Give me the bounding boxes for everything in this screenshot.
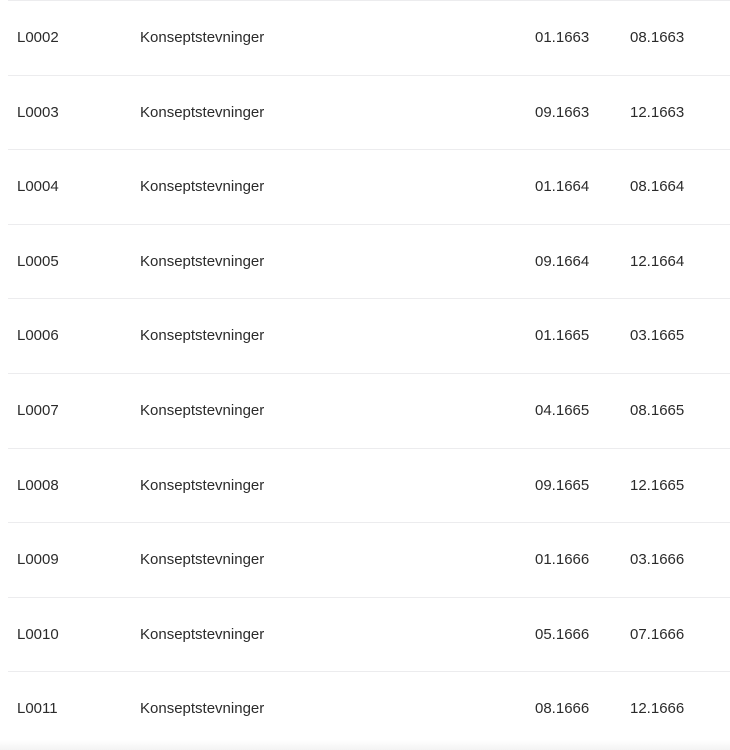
row-end-date: 08.1663 <box>630 29 685 46</box>
row-end-date: 08.1665 <box>630 401 685 419</box>
row-start-date: 08.1666 <box>535 700 590 718</box>
table-row[interactable] <box>8 0 730 75</box>
table-row[interactable] <box>8 75 730 150</box>
row-name: Konseptstevninger <box>140 700 265 718</box>
row-name: Konseptstevninger <box>140 327 265 345</box>
row-id: L0010 <box>17 625 59 643</box>
row-id: L0003 <box>17 103 59 121</box>
row-id: L0009 <box>17 551 59 569</box>
table-row[interactable] <box>8 522 730 597</box>
row-name: Konseptstevninger <box>140 29 265 46</box>
row-end-date: 03.1665 <box>630 327 685 345</box>
row-name: Konseptstevninger <box>140 178 265 196</box>
row-id: L0002 <box>17 29 59 46</box>
row-name: Konseptstevninger <box>140 476 265 494</box>
row-end-date: 12.1663 <box>630 103 685 121</box>
row-name: Konseptstevninger <box>140 551 265 569</box>
row-id: L0007 <box>17 401 59 419</box>
row-start-date: 01.1666 <box>535 551 590 569</box>
row-id: L0005 <box>17 252 59 270</box>
row-name: Konseptstevninger <box>140 401 265 419</box>
row-id: L0011 <box>17 700 58 718</box>
scroll-fade <box>0 740 730 750</box>
row-start-date: 09.1664 <box>535 252 590 270</box>
table-row[interactable] <box>8 373 730 448</box>
row-id: L0008 <box>17 476 59 494</box>
table-row[interactable] <box>8 298 730 373</box>
table-row[interactable] <box>8 597 730 672</box>
row-end-date: 12.1664 <box>630 252 685 270</box>
row-end-date: 08.1664 <box>630 178 685 196</box>
row-name: Konseptstevninger <box>140 103 265 121</box>
row-start-date: 09.1663 <box>535 103 590 121</box>
table-row[interactable] <box>8 149 730 224</box>
table-row[interactable] <box>8 224 730 299</box>
row-start-date: 01.1664 <box>535 178 590 196</box>
row-name: Konseptstevninger <box>140 625 265 643</box>
row-name: Konseptstevninger <box>140 252 265 270</box>
row-end-date: 12.1665 <box>630 476 685 494</box>
row-id: L0004 <box>17 178 59 196</box>
row-end-date: 12.1666 <box>630 700 685 718</box>
row-start-date: 05.1666 <box>535 625 590 643</box>
row-start-date: 09.1665 <box>535 476 590 494</box>
records-table <box>8 0 730 746</box>
row-start-date: 04.1665 <box>535 401 590 419</box>
table-row[interactable] <box>8 671 730 746</box>
row-end-date: 03.1666 <box>630 551 685 569</box>
row-id: L0006 <box>17 327 59 345</box>
row-start-date: 01.1665 <box>535 327 590 345</box>
row-end-date: 07.1666 <box>630 625 685 643</box>
table-row[interactable] <box>8 448 730 523</box>
row-start-date: 01.1663 <box>535 29 590 46</box>
